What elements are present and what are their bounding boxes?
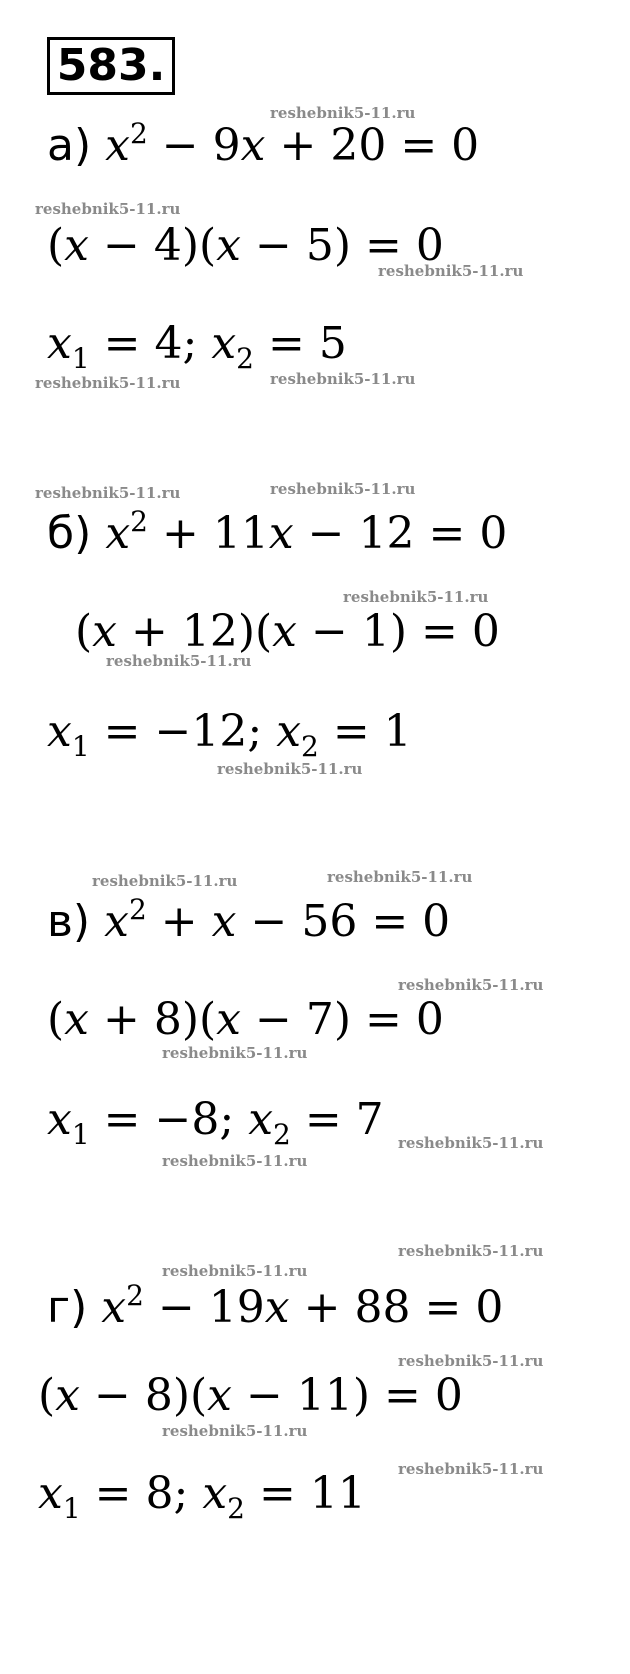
equals-zero: = 0 [428,508,508,559]
variable-x: x [211,896,237,947]
term: + 11 [161,508,269,559]
variable-x: x [202,1468,228,1519]
term: + [160,896,198,947]
subscript: 1 [62,1491,81,1525]
factor-part: − 8)( [80,1370,208,1421]
equals-zero: = 0 [400,120,480,171]
watermark: reshebnik5-11.ru [378,262,524,280]
variable-x: x [268,508,294,559]
factored-d [38,1370,463,1422]
factor-part: − 5) = 0 [241,220,444,271]
variable-x: x [216,220,241,271]
root-value: = 8; [80,1468,189,1519]
watermark: reshebnik5-11.ru [35,484,181,502]
part-label-c: в) [47,896,91,947]
watermark: reshebnik5-11.ru [270,370,416,388]
watermark: reshebnik5-11.ru [398,976,544,994]
part-label-d: г) [47,1282,88,1333]
roots-c [47,1094,384,1151]
roots-a [47,318,347,375]
term: − 56 [250,896,358,947]
root-value: = −12; [89,706,263,757]
equation-c [47,893,451,948]
subscript: 2 [273,1117,291,1151]
watermark: reshebnik5-11.ru [398,1352,544,1370]
roots-b [47,706,412,763]
equation-b [47,505,508,560]
problem-number: 583. [47,37,175,95]
equals-zero: = 0 [371,896,451,947]
factor-part: ( [47,220,65,271]
variable-x: x [105,120,130,171]
variable-x: x [272,606,297,657]
variable-x: x [276,706,302,757]
exponent: 2 [126,1279,144,1313]
watermark: reshebnik5-11.ru [162,1422,308,1440]
root-value: = 7 [290,1094,384,1145]
watermark: reshebnik5-11.ru [92,872,238,890]
variable-x: x [92,606,117,657]
factored-c [47,994,444,1046]
watermark: reshebnik5-11.ru [35,200,181,218]
variable-x: x [101,1282,127,1333]
watermark: reshebnik5-11.ru [162,1262,308,1280]
watermark: reshebnik5-11.ru [398,1134,544,1152]
exponent: 2 [128,893,147,927]
subscript: 2 [227,1491,245,1525]
subscript: 2 [236,341,254,375]
watermark: reshebnik5-11.ru [270,480,416,498]
factored-b [75,606,500,658]
watermark: reshebnik5-11.ru [343,588,489,606]
variable-x: x [216,994,241,1045]
watermark: reshebnik5-11.ru [162,1044,308,1062]
variable-x: x [248,1094,274,1145]
term: + 88 [303,1282,411,1333]
watermark: reshebnik5-11.ru [327,868,473,886]
factor-part: + 8)( [89,994,217,1045]
factor-part: − 4)( [89,220,217,271]
root-value: = 5 [253,318,347,369]
variable-x: x [47,1094,72,1145]
variable-x: x [240,120,266,171]
roots-d [38,1468,366,1525]
watermark: reshebnik5-11.ru [106,652,252,670]
factor-part: ( [47,994,65,1045]
variable-x: x [64,220,89,271]
root-value: = 4; [89,318,198,369]
variable-x: x [105,508,131,559]
factor-part: − 7) = 0 [241,994,444,1045]
watermark: reshebnik5-11.ru [35,374,181,392]
variable-x: x [104,896,129,947]
watermark: reshebnik5-11.ru [162,1152,308,1170]
watermark: reshebnik5-11.ru [398,1242,544,1260]
part-label-a: а) [47,120,92,171]
equation-d [47,1279,504,1334]
root-value: = −8; [89,1094,235,1145]
term: + 20 [279,120,387,171]
variable-x: x [47,318,72,369]
variable-x: x [38,1468,63,1519]
equation-a [47,117,480,172]
factor-part: ( [75,606,93,657]
variable-x: x [211,318,237,369]
watermark: reshebnik5-11.ru [398,1460,544,1478]
watermark: reshebnik5-11.ru [217,760,363,778]
factor-part: − 1) = 0 [297,606,500,657]
factor-part: ( [38,1370,56,1421]
subscript: 1 [71,341,90,375]
term: − 19 [157,1282,265,1333]
factor-part: − 11) = 0 [232,1370,463,1421]
factor-part: + 12)( [117,606,273,657]
variable-x: x [207,1370,232,1421]
subscript: 1 [71,729,90,763]
watermark: reshebnik5-11.ru [270,104,416,122]
exponent: 2 [130,505,148,539]
term: − 12 [307,508,415,559]
variable-x: x [47,706,72,757]
part-label-b: б) [47,508,92,559]
root-value: = 1 [318,706,412,757]
variable-x: x [55,1370,80,1421]
variable-x: x [264,1282,290,1333]
term: − 9 [161,120,241,171]
equals-zero: = 0 [424,1282,504,1333]
subscript: 2 [301,729,319,763]
root-value: = 11 [244,1468,366,1519]
subscript: 1 [71,1117,90,1151]
variable-x: x [64,994,89,1045]
exponent: 2 [129,117,148,151]
